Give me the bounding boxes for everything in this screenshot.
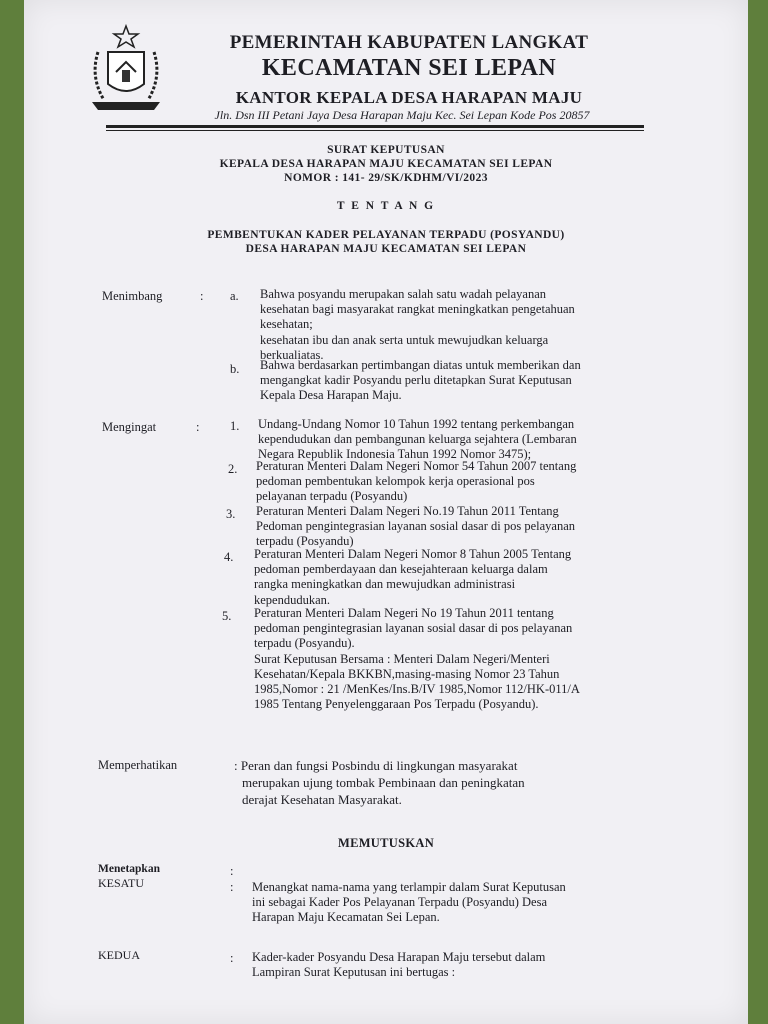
mengingat-item-1-num: 1. <box>230 419 240 433</box>
menimbang-a-text: Bahwa posyandu merupakan salah satu wadah pelayanan kesehatan bagi masyarakat rangkat meningkatkan pengetahuan kesehatan; kesehatan ibu dan anak serta untuk mewujudkan keluarga berkualiatas. <box>260 287 575 362</box>
kedua-colon: : <box>230 951 234 965</box>
mengingat-item-3: Peraturan Menteri Dalam Negeri No.19 Tahun 2011 Tentang Pedoman pengintegrasian layanan sosial dasar di pos pelayanan terpadu (Posyandu) <box>256 504 576 549</box>
mengingat-item-5: Peraturan Menteri Dalam Negeri No 19 Tahun 2011 tentang pedoman pengintegrasian layanan sosial dasar di pos pelayanan terpadu (Posyandu). Surat Keputusan Bersama : Menteri Dalam Negeri/Menteri Kesehatan/Kepala BKKBN,masing-masing Nomor 23 Tahun 1985,Nomor : 21 /MenKes/Ins.B/IV 1985,Nomor 112/HK-011/A 1985 Tentang Penyelenggaraan Pos Terpadu (Posyandu). <box>254 606 580 712</box>
menimbang-colon: : <box>200 289 204 303</box>
header-rule-thin <box>106 130 644 131</box>
kesatu-label: KESATU <box>98 876 145 890</box>
doc-about: T E N T A N G <box>336 200 436 212</box>
doc-number: NOMOR : 141- 29/SK/KDHM/VI/2023 <box>284 172 488 184</box>
doc-type: SURAT KEPUTUSAN <box>327 144 445 156</box>
menimbang-a-marker: a. <box>230 289 239 303</box>
mengingat-colon: : <box>196 420 200 434</box>
doc-subject-2: DESA HARAPAN MAJU KECAMATAN SEI LEPAN <box>245 243 527 255</box>
regency-emblem-icon <box>80 22 172 114</box>
letterhead-address: Jln. Dsn III Petani Jaya Desa Harapan Maju Kec. Sei Lepan Kode Pos 20857 <box>214 108 590 122</box>
mengingat-item-2: Peraturan Menteri Dalam Negeri Nomor 54 Tahun 2007 tentang pedoman pembentukan kelompok kerja operasional pos pelayanan terpadu (Posyandu) <box>256 459 577 504</box>
memperhatikan-text: : Peran dan fungsi Posbindu di lingkungan masyarakat merupakan ujung tombak Pembinaan dan peningkatan derajat Kesehatan Masyarakat. <box>234 758 525 807</box>
menimbang-b-marker: b. <box>230 362 240 376</box>
doc-issuer: KEPALA DESA HARAPAN MAJU KECAMATAN SEI LEPAN <box>219 158 553 170</box>
menetapkan-label: Menetapkan <box>98 863 160 875</box>
mengingat-label: Mengingat <box>102 420 157 434</box>
mengingat-item-1: Undang-Undang Nomor 10 Tahun 1992 tentang perkembangan kependudukan dan pembangunan keluarga sejahtera (Lembaran Negara Republik Indonesia Tahun 1992 Nomor 3475); <box>258 417 577 462</box>
header-rule-thick <box>106 125 644 128</box>
kedua-text: Kader-kader Posyandu Desa Harapan Maju tersebut dalam Lampiran Surat Keputusan ini bertugas : <box>252 950 546 980</box>
letterhead-line-2: KECAMATAN SEI LEPAN <box>261 55 557 81</box>
memutuskan-heading: MEMUTUSKAN <box>337 836 435 850</box>
doc-subject-1: PEMBENTUKAN KADER PELAYANAN TERPADU (POSYANDU) <box>207 229 565 241</box>
mengingat-item-4: Peraturan Menteri Dalam Negeri Nomor 8 Tahun 2005 Tentang pedoman pemberdayaan dan kesejahteraan keluarga dalam rangka meningkatkan dan mewujudkan administrasi kependudukan. <box>254 547 572 607</box>
menetapkan-colon: : <box>230 864 234 878</box>
kedua-label: KEDUA <box>98 948 140 962</box>
menimbang-b-text: Bahwa berdasarkan pertimbangan diatas untuk memberikan dan mengangkat kadir Posyandu perlu ditetapkan Surat Keputusan Kepala Desa Harapan Maju. <box>260 358 581 403</box>
letterhead-line-3: KANTOR KEPALA DESA HARAPAN MAJU <box>235 88 583 107</box>
mengingat-item-2-num: 2. <box>228 462 238 476</box>
mengingat-item-4-num: 4. <box>224 550 234 564</box>
mengingat-item-3-num: 3. <box>226 507 236 521</box>
memperhatikan-label: Memperhatikan <box>98 758 178 772</box>
letterhead-line-1: PEMERINTAH KABUPATEN LANGKAT <box>229 32 589 53</box>
document-page <box>24 0 748 1024</box>
mengingat-item-5-num: 5. <box>222 609 232 623</box>
kesatu-text: Menangkat nama-nama yang terlampir dalam Surat Keputusan ini sebagai Kader Pos Pelayanan Terpadu (Posyandu) Desa Harapan Maju Kecamatan Sei Lepan. <box>252 880 566 925</box>
menimbang-label: Menimbang <box>102 289 163 303</box>
kesatu-colon: : <box>230 880 234 894</box>
